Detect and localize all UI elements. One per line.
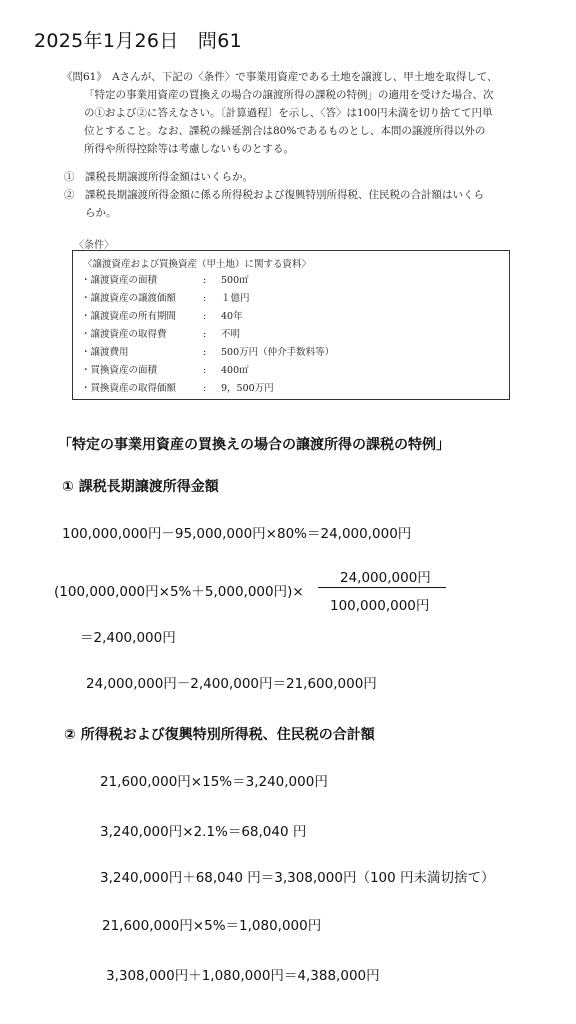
special-rule-title: 「特定の事業用資産の買換えの場合の譲渡所得の課税の特例」 [58,437,450,453]
question-line: 所得や所得控除等は考慮しないものとする。 [84,143,294,155]
conditions-row: ・譲渡費用 : 500万円（仲介手数料等） [81,347,335,358]
conditions-row: ・買換資産の取得価額 : 9，500万円 [81,383,274,394]
conditions-label: 〈条件〉 [74,240,114,251]
fraction-denominator: 100,000,000円 [330,598,430,614]
part2-calc-line: 3,308,000円＋1,080,000円＝4,388,000円 [106,968,380,984]
part1-title: ① 課税長期譲渡所得金額 [62,479,219,495]
conditions-row: ・買換資産の面積 : 400㎡ [81,365,249,376]
question-item-2: ② 課税長期譲渡所得金額に係る所得税および復興特別所得税、住民税の合計額はいくら [64,189,484,201]
conditions-header: 〈譲渡資産および買換資産（甲土地）に関する資料〉 [83,259,312,270]
conditions-row: ・譲渡資産の所有期間 : 40年 [81,311,243,322]
question-item-1: ① 課税長期譲渡所得金額はいくらか。 [64,171,253,183]
question-item-2-cont: らか。 [64,207,117,219]
part2-calc-line: 3,240,000円×2.1%＝68,040 円 [100,824,307,840]
part2-calc-line: 3,240,000円＋68,040 円＝3,308,000円（100 円未満切捨て） [100,870,495,886]
page-title: 2025年1月26日 問61 [34,30,242,52]
question-line: 《問61》 Aさんが、下記の〈条件〉で事業用資産である土地を譲渡し、甲土地を取得して、 [62,71,498,83]
question-line: の①および②に答えなさい。〔計算過程〕を示し、〈答〉は100円未満を切り捨てて円単 [84,107,493,119]
fraction-bar [318,587,446,588]
part1-calc-line: 100,000,000円－95,000,000円×80%＝24,000,000円 [62,526,412,542]
question-line: 「特定の事業用資産の買換えの場合の譲渡所得の課税の特例」の適用を受けた場合、次 [84,89,494,101]
part1-calc-line: ＝2,400,000円 [80,630,176,646]
conditions-row: ・譲渡資産の譲渡価額 : １億円 [81,293,250,304]
conditions-box [72,250,510,400]
part2-calc-line: 21,600,000円×5%＝1,080,000円 [102,918,322,934]
part1-calc-line: (100,000,000円×5%＋5,000,000円)× [54,584,304,600]
part2-calc-line: 21,600,000円×15%＝3,240,000円 [100,774,328,790]
question-line: 位とすること。なお、課税の繰延割合は80%であるものとし、本問の譲渡所得以外の [84,125,486,137]
conditions-row: ・譲渡資産の取得費 : 不明 [81,329,241,340]
conditions-row: ・譲渡資産の面積 : 500㎡ [81,275,249,286]
fraction-numerator: 24,000,000円 [340,570,431,586]
part1-calc-line: 24,000,000円－2,400,000円＝21,600,000円 [86,676,377,692]
part2-title: ② 所得税および復興特別所得税、住民税の合計額 [64,727,375,743]
